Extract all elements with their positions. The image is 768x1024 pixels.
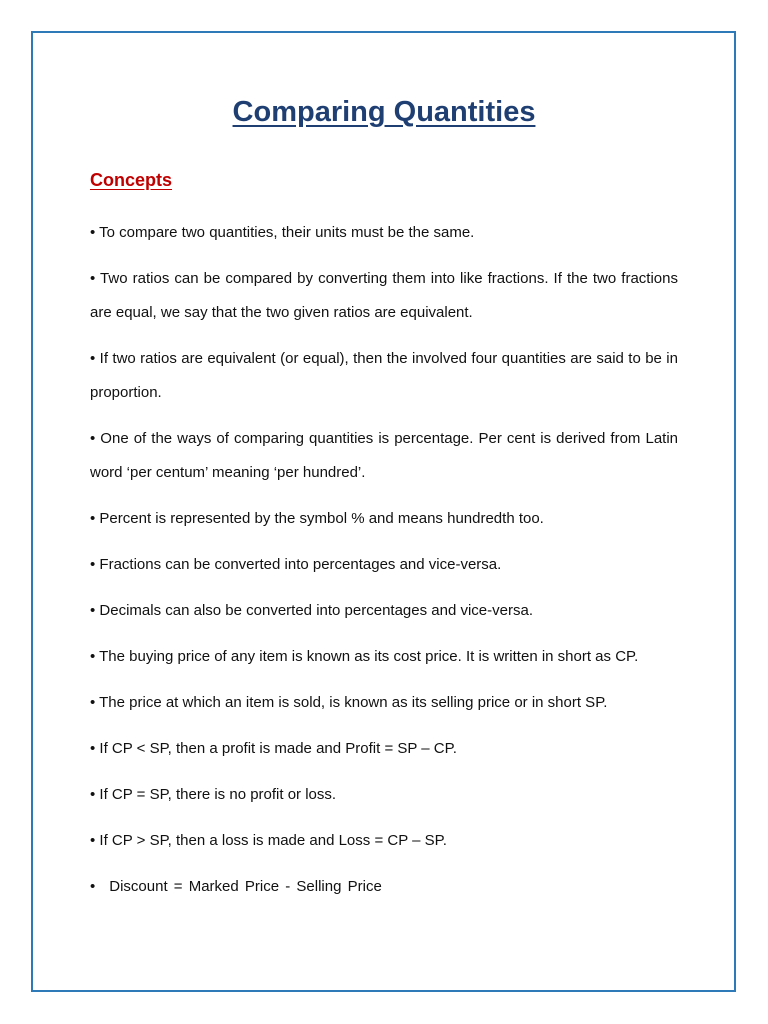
list-item: • If two ratios are equivalent (or equal), then the involved four quantities are said to be in proportion. <box>90 350 678 401</box>
list-item: • Two ratios can be compared by converting them into like fractions. If the two fractions are equal, we say that the two given ratios are equivalent. <box>90 270 678 321</box>
list-item: • If CP < SP, then a profit is made and Profit = SP – CP. <box>90 740 457 757</box>
bullet-marker: • <box>90 878 96 895</box>
list-item: • To compare two quantities, their units must be the same. <box>90 224 475 241</box>
list-item: • One of the ways of comparing quantities is percentage. Per cent is derived from Latin word ‘per centum’ meaning ‘per hundred’. <box>90 430 678 481</box>
discount-text: Discount = Marked Price - Selling Price <box>109 878 382 895</box>
list-item: • Percent is represented by the symbol % and means hundredth too. <box>90 510 544 527</box>
document-title: Comparing Quantities <box>232 96 536 128</box>
section-heading-concepts: Concepts <box>90 170 173 190</box>
list-item: • If CP > SP, then a loss is made and Loss = CP – SP. <box>90 832 447 849</box>
list-item-discount <box>90 870 678 904</box>
list-item: • Fractions can be converted into percentages and vice-versa. <box>90 556 502 573</box>
concepts-list <box>90 216 678 904</box>
list-item: • Decimals can also be converted into percentages and vice-versa. <box>90 602 533 619</box>
list-item: • If CP = SP, there is no profit or loss. <box>90 786 337 803</box>
list-item: • The price at which an item is sold, is known as its selling price or in short SP. <box>90 694 608 711</box>
list-item: • The buying price of any item is known as its cost price. It is written in short as CP. <box>90 648 639 665</box>
